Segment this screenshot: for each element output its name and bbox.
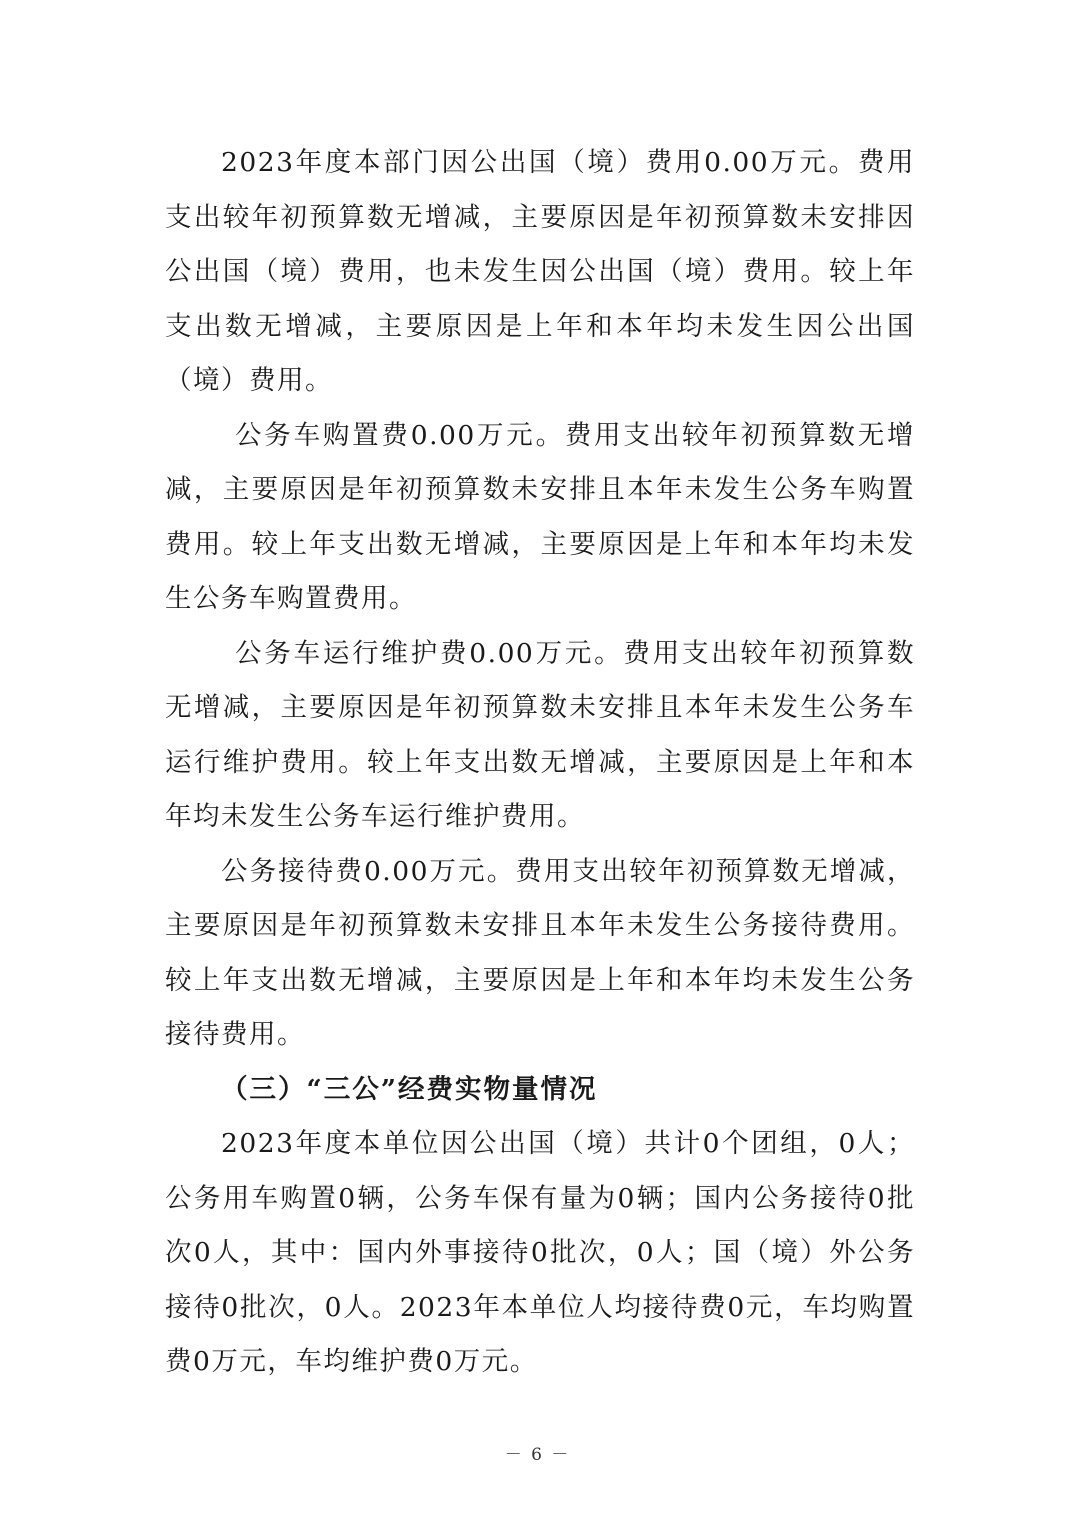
document-body: [165, 136, 915, 1390]
paragraph-physical-quantity: 2023年度本单位因公出国（境）共计0个团组，0人；公务用车购置0辆，公务车保有量为0辆；国内公务接待0批次0人，其中：国内外事接待0批次，0人；国（境）外公务接待0批次，0人。2023年本单位人均接待费0元，车均购置费0万元，车均维护费0万元。: [165, 1128, 915, 1377]
paragraph-outbound-travel-expense: 2023年度本部门因公出国（境）费用0.00万元。费用支出较年初预算数无增减，主要原因是年初预算数未安排因公出国（境）费用，也未发生因公出国（境）费用。较上年支出数无增减，主要原因是上年和本年均未发生因公出国（境）费用。: [165, 147, 915, 396]
paragraph-reception-expense: 公务接待费0.00万元。费用支出较年初预算数无增减，主要原因是年初预算数未安排且本年未发生公务接待费用。较上年支出数无增减，主要原因是上年和本年均未发生公务接待费用。: [165, 855, 915, 1050]
section-heading: （三）“三公”经费实物量情况: [221, 1073, 598, 1105]
paragraph-vehicle-purchase-expense: 公务车购置费0.00万元。费用支出较年初预算数无增减，主要原因是年初预算数未安排且本年未发生公务车购置费用。较上年支出数无增减，主要原因是上年和本年均未发生公务车购置费用。: [165, 419, 915, 614]
page-number: － 6 －: [504, 1445, 571, 1465]
paragraph-vehicle-maintenance-expense: 公务车运行维护费0.00万元。费用支出较年初预算数无增减，主要原因是年初预算数未安排且本年未发生公务车运行维护费用。较上年支出数无增减，主要原因是上年和本年均未发生公务车运行维护费用。: [165, 637, 915, 832]
